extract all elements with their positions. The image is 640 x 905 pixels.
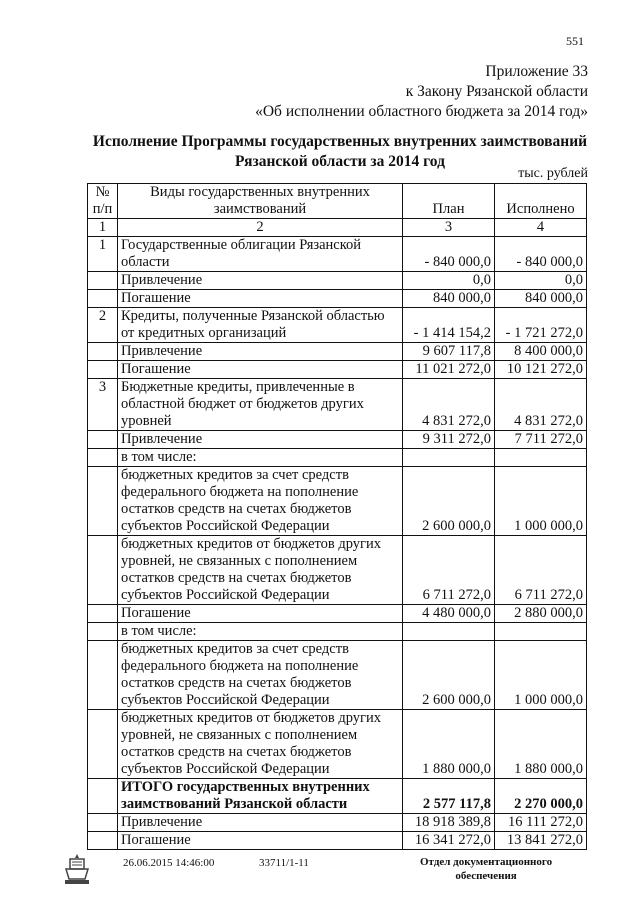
table-row xyxy=(88,623,587,641)
row-plan: 6 711 272,0 xyxy=(403,536,495,605)
row-plan: 2 600 000,0 xyxy=(403,641,495,710)
row-plan: 9 607 117,8 xyxy=(403,343,495,361)
row-number xyxy=(88,290,118,308)
header-plan: План xyxy=(403,184,495,219)
borrowing-table xyxy=(87,183,587,850)
total-subrow xyxy=(88,814,587,832)
appendix-header xyxy=(255,62,588,122)
row-plan: 0,0 xyxy=(403,272,495,290)
table-header-row xyxy=(88,184,587,219)
row-actual: 4 831 272,0 xyxy=(495,379,587,431)
total-subrow-name: Привлечение xyxy=(118,814,403,832)
row-number xyxy=(88,343,118,361)
row-name: Погашение xyxy=(118,361,403,379)
row-name: Бюджетные кредиты, привлеченные в областной бюджет от бюджетов других уровней xyxy=(118,379,403,431)
footer-date: 26.06.2015 14:46:00 xyxy=(123,857,215,869)
row-number xyxy=(88,431,118,449)
total-subrow-plan: 18 918 389,8 xyxy=(403,814,495,832)
table-row xyxy=(88,343,587,361)
row-name: в том числе: xyxy=(118,623,403,641)
table-row xyxy=(88,379,587,431)
index-3: 3 xyxy=(403,219,495,237)
appendix-line-3: «Об исполнении областного бюджета за 2014 год» xyxy=(255,103,588,120)
table-row xyxy=(88,449,587,467)
row-actual xyxy=(495,623,587,641)
row-plan: 4 831 272,0 xyxy=(403,379,495,431)
footer-dept-line-2: обеспечения xyxy=(455,870,517,882)
row-number: 3 xyxy=(88,379,118,431)
total-subrow-name: Погашение xyxy=(118,832,403,850)
units-label: тыс. рублей xyxy=(518,166,588,181)
row-name: Погашение xyxy=(118,290,403,308)
header-actual: Исполнено xyxy=(495,184,587,219)
row-actual: - 1 721 272,0 xyxy=(495,308,587,343)
table-row xyxy=(88,431,587,449)
row-actual: 6 711 272,0 xyxy=(495,536,587,605)
table-row xyxy=(88,641,587,710)
footer-dept-line-1: Отдел документационного xyxy=(420,856,553,868)
row-actual: 7 711 272,0 xyxy=(495,431,587,449)
appendix-line-1: Приложение 33 xyxy=(485,63,588,80)
row-actual: 840 000,0 xyxy=(495,290,587,308)
table-row xyxy=(88,237,587,272)
index-2: 2 xyxy=(118,219,403,237)
row-plan: 1 880 000,0 xyxy=(403,710,495,779)
row-actual: 0,0 xyxy=(495,272,587,290)
footer-department xyxy=(420,855,552,883)
total-subrow-actual: 16 111 272,0 xyxy=(495,814,587,832)
index-1: 1 xyxy=(88,219,118,237)
total-actual: 2 270 000,0 xyxy=(495,779,587,814)
row-actual xyxy=(495,449,587,467)
row-plan: 9 311 272,0 xyxy=(403,431,495,449)
row-number xyxy=(88,536,118,605)
row-name: Погашение xyxy=(118,605,403,623)
row-name: бюджетных кредитов за счет средств федерального бюджета на пополнение остатков средств на счетах бюджетов субъектов Российской Федерации xyxy=(118,641,403,710)
total-subrow-actual: 13 841 272,0 xyxy=(495,832,587,850)
seal-logo-icon xyxy=(62,852,92,886)
row-number xyxy=(88,623,118,641)
total-subrow-number xyxy=(88,832,118,850)
row-name: бюджетных кредитов от бюджетов других уровней, не связанных с пополнением остатков средств на счетах бюджетов субъектов Российской Федерации xyxy=(118,536,403,605)
row-name: Привлечение xyxy=(118,272,403,290)
table-row xyxy=(88,605,587,623)
table-row xyxy=(88,272,587,290)
table-row xyxy=(88,361,587,379)
table-row xyxy=(88,290,587,308)
row-number: 2 xyxy=(88,308,118,343)
row-name: бюджетных кредитов от бюджетов других уровней, не связанных с пополнением остатков средств на счетах бюджетов субъектов Российской Федерации xyxy=(118,710,403,779)
total-subrow-plan: 16 341 272,0 xyxy=(403,832,495,850)
column-index-row xyxy=(88,219,587,237)
footer-code: 33711/1-11 xyxy=(259,857,309,869)
row-name: Государственные облигации Рязанской области xyxy=(118,237,403,272)
total-plan: 2 577 117,8 xyxy=(403,779,495,814)
total-subrow-number xyxy=(88,814,118,832)
total-subrow xyxy=(88,832,587,850)
appendix-line-2: к Закону Рязанской области xyxy=(405,83,588,100)
header-name: Виды государственных внутренних заимствований xyxy=(118,184,403,219)
total-row xyxy=(88,779,587,814)
total-name: ИТОГО государственных внутренних заимствований Рязанской области xyxy=(118,779,403,814)
row-plan xyxy=(403,449,495,467)
header-num: № п/п xyxy=(88,184,118,219)
row-plan: 11 021 272,0 xyxy=(403,361,495,379)
row-actual: 1 880 000,0 xyxy=(495,710,587,779)
row-name: бюджетных кредитов за счет средств федерального бюджета на пополнение остатков средств на счетах бюджетов субъектов Российской Федерации xyxy=(118,467,403,536)
title-line-1: Исполнение Программы государственных внутренних заимствований xyxy=(92,133,588,150)
page-number: 551 xyxy=(566,34,584,48)
row-actual: 8 400 000,0 xyxy=(495,343,587,361)
row-name: Кредиты, полученные Рязанской областью от кредитных организаций xyxy=(118,308,403,343)
index-4: 4 xyxy=(495,219,587,237)
row-plan: 2 600 000,0 xyxy=(403,467,495,536)
row-number xyxy=(88,361,118,379)
row-plan xyxy=(403,623,495,641)
row-plan: - 840 000,0 xyxy=(403,237,495,272)
row-actual: - 840 000,0 xyxy=(495,237,587,272)
row-actual: 2 880 000,0 xyxy=(495,605,587,623)
row-number xyxy=(88,467,118,536)
row-plan: - 1 414 154,2 xyxy=(403,308,495,343)
row-number xyxy=(88,710,118,779)
title-line-2: Рязанской области за 2014 год xyxy=(235,153,445,170)
row-name: в том числе: xyxy=(118,449,403,467)
table-row xyxy=(88,467,587,536)
row-number: 1 xyxy=(88,237,118,272)
row-name: Привлечение xyxy=(118,431,403,449)
row-plan: 840 000,0 xyxy=(403,290,495,308)
row-actual: 1 000 000,0 xyxy=(495,467,587,536)
table-row xyxy=(88,536,587,605)
row-actual: 1 000 000,0 xyxy=(495,641,587,710)
row-number xyxy=(88,641,118,710)
total-number xyxy=(88,779,118,814)
row-number xyxy=(88,272,118,290)
row-actual: 10 121 272,0 xyxy=(495,361,587,379)
table-row xyxy=(88,710,587,779)
table-row xyxy=(88,308,587,343)
row-number xyxy=(88,449,118,467)
row-name: Привлечение xyxy=(118,343,403,361)
row-number xyxy=(88,605,118,623)
row-plan: 4 480 000,0 xyxy=(403,605,495,623)
